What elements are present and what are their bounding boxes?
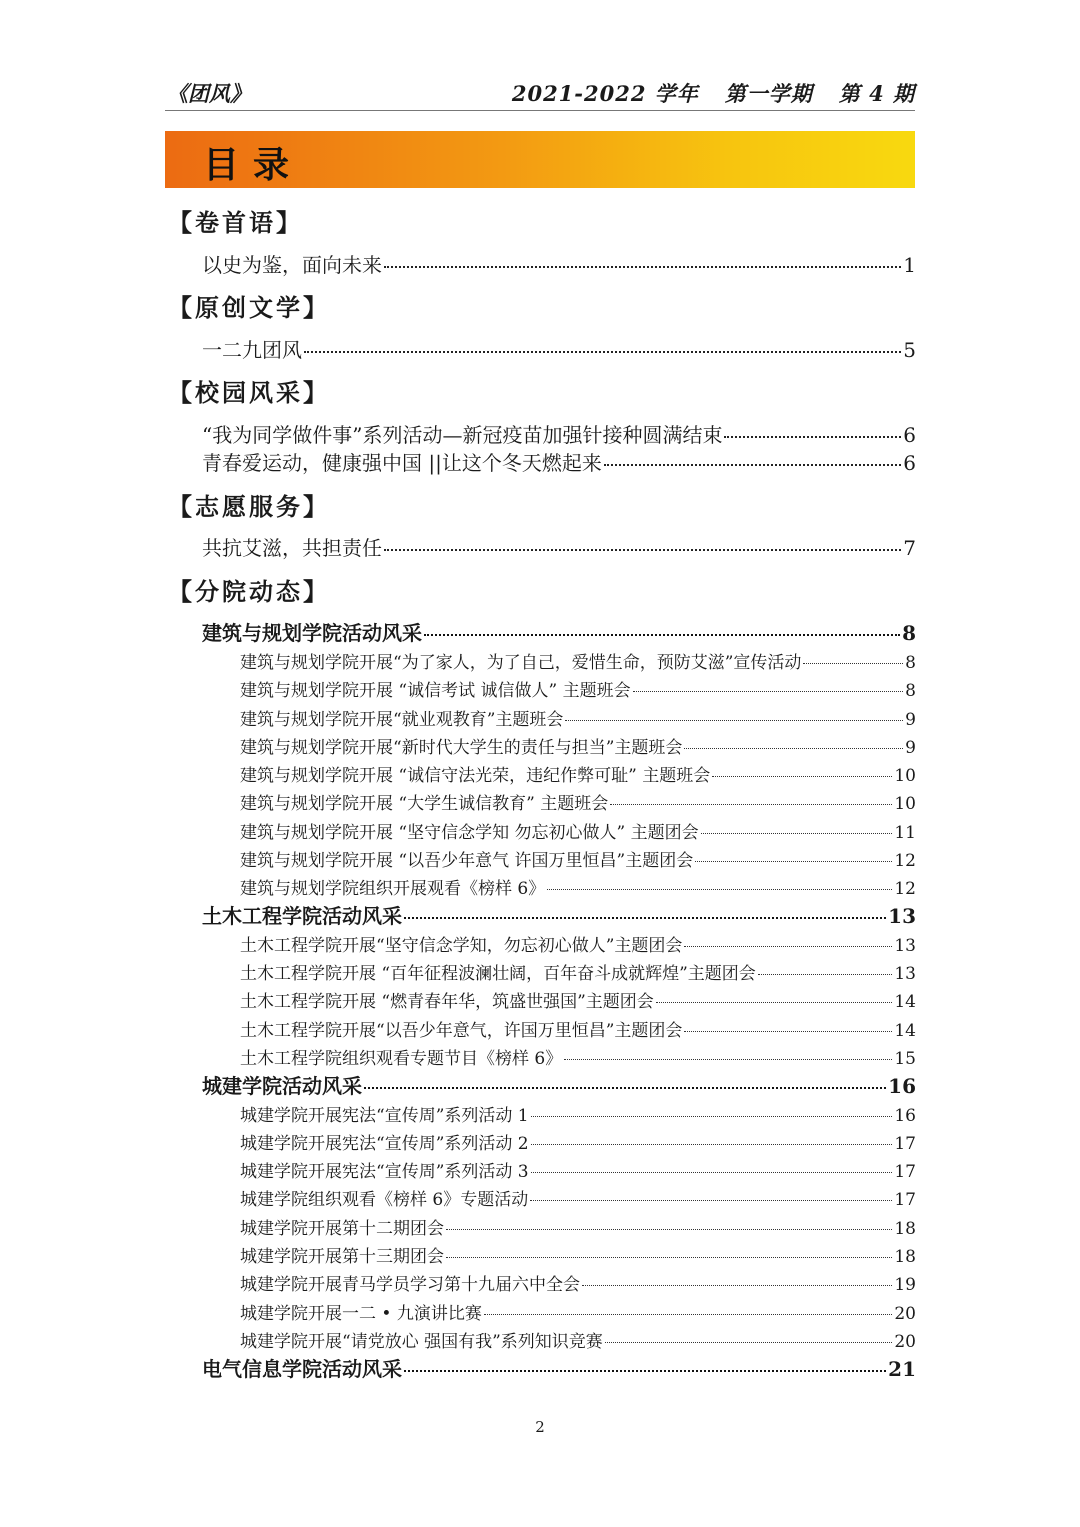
section-heading: 【原创文学】 [168,293,330,322]
toc-entry[interactable]: 城建学院开展一二 • 九演讲比赛 20 [240,1304,916,1324]
page-number: 2 [535,1418,545,1436]
toc-title-bar [165,131,915,188]
toc-entry[interactable]: 一二九团风 5 [202,338,916,362]
toc-entry[interactable]: 城建学院开展第十二期团会 18 [240,1219,916,1239]
toc-entry[interactable]: 土木工程学院开展“以吾少年意气，许国万里恒昌”主题团会 14 [240,1021,916,1041]
toc-entry[interactable]: 以史为鉴，面向未来 1 [202,253,916,277]
page-header [165,78,915,111]
toc-entry[interactable]: 建筑与规划学院组织开展观看《榜样 6》 12 [240,879,916,899]
toc-entry[interactable]: 建筑与规划学院开展“新时代大学生的责任与担当”主题班会 9 [240,738,916,758]
toc-subsection[interactable]: 城建学院活动风采 16 [202,1074,916,1098]
toc-entry[interactable]: 建筑与规划学院开展 “坚守信念学知 勿忘初心做人” 主题团会 11 [240,823,916,843]
toc-entry[interactable]: 城建学院开展青马学员学习第十九届六中全会 19 [240,1275,916,1295]
toc-subsection[interactable]: 电气信息学院活动风采 21 [202,1357,916,1381]
toc-entry[interactable]: 城建学院开展宪法“宣传周”系列活动 3 17 [240,1162,916,1182]
toc-entry[interactable]: 城建学院开展宪法“宣传周”系列活动 2 17 [240,1134,916,1154]
semester: 第一学期 [724,81,813,106]
toc-entry[interactable]: 青春爱运动，健康强中国 ||让这个冬天燃起来 6 [202,451,916,475]
toc-entry[interactable]: 土木工程学院开展“坚守信念学知，勿忘初心做人”主题团会 13 [240,936,916,956]
toc-entry[interactable]: 城建学院开展第十三期团会 18 [240,1247,916,1267]
toc-entry[interactable]: “我为同学做件事”系列活动—新冠疫苗加强针接种圆满结束 6 [202,423,916,447]
section-heading: 【分院动态】 [168,577,330,606]
toc-entry[interactable]: 城建学院组织观看《榜样 6》专题活动 17 [240,1190,916,1210]
section-heading: 【卷首语】 [168,208,303,237]
toc-entry[interactable]: 城建学院开展“请党放心 强国有我”系列知识竞赛 20 [240,1332,916,1352]
toc-entry[interactable]: 共抗艾滋，共担责任 7 [202,536,916,560]
toc-entry[interactable]: 建筑与规划学院开展 “大学生诚信教育” 主题班会 10 [240,794,916,814]
toc-entry[interactable]: 土木工程学院开展 “燃青春年华，筑盛世强国”主题团会 14 [240,992,916,1012]
section-heading: 【志愿服务】 [168,492,330,521]
issue-info [486,78,915,108]
toc-title: 目录 [203,144,304,186]
toc-entry[interactable]: 建筑与规划学院开展 “以吾少年意气 许国万里恒昌”主题团会 12 [240,851,916,871]
issue-number: 第 4 期 [838,81,915,106]
toc-entry[interactable]: 城建学院开展宪法“宣传周”系列活动 1 16 [240,1106,916,1126]
toc-entry[interactable]: 建筑与规划学院开展“就业观教育”主题班会 9 [240,710,916,730]
toc-entry[interactable]: 建筑与规划学院开展 “诚信考试 诚信做人” 主题班会 8 [240,681,916,701]
toc-entry[interactable]: 土木工程学院组织观看专题节目《榜样 6》 15 [240,1049,916,1069]
toc-entry[interactable]: 建筑与规划学院开展“为了家人，为了自己，爱惜生命，预防艾滋”宣传活动 8 [240,653,916,673]
toc-entry[interactable]: 建筑与规划学院开展 “诚信守法光荣，违纪作弊可耻” 主题班会 10 [240,766,916,786]
academic-year: 2021-2022 学年 [511,81,699,106]
toc-entry[interactable]: 土木工程学院开展 “百年征程波澜壮阔，百年奋斗成就辉煌”主题团会 13 [240,964,916,984]
toc-subsection[interactable]: 土木工程学院活动风采 13 [202,904,916,928]
section-heading: 【校园风采】 [168,378,330,407]
journal-name: 《团风》 [167,81,251,106]
toc-subsection[interactable]: 建筑与规划学院活动风采 8 [202,621,916,645]
